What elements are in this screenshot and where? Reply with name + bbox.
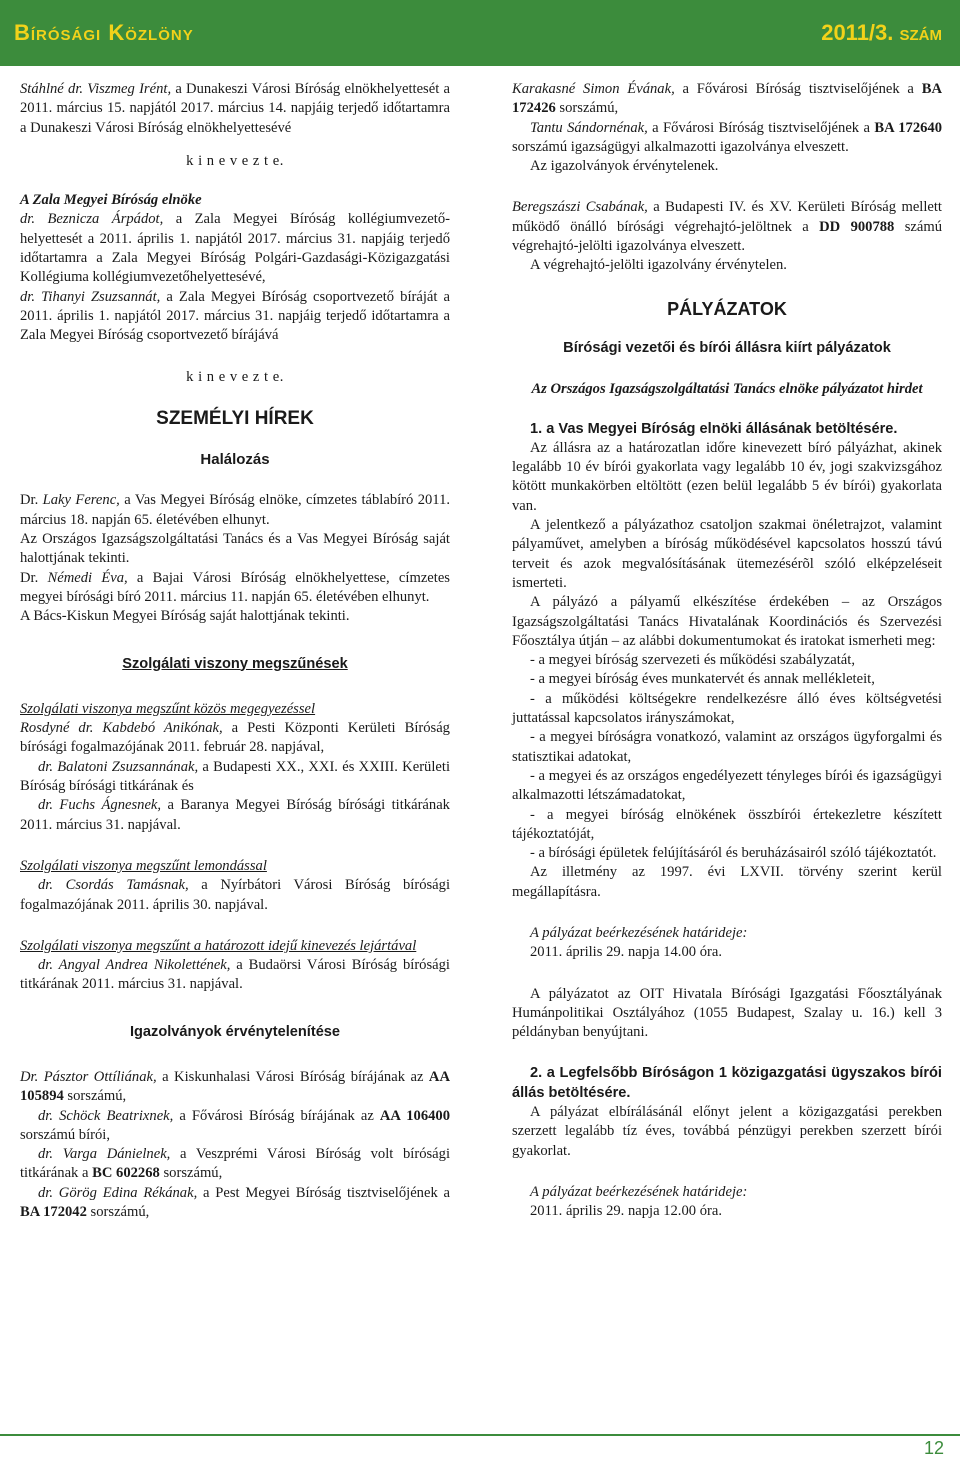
service-end-entry: dr. Balatoni Zsuzsannának, a Budapesti XX., XXI. és XXIII. Kerületi Bíróság bírósági titkárának és [20,758,450,795]
section-2-paragraph: A pályázat elbírálásánál előnyt jelent a közigazgatási perekben szerzett legalább tíz éves, továbbá pénzügyi perekben szerzett bírói gyakorlat. [512,1104,942,1159]
service-end-entry: dr. Angyal Andrea Nikolettének, a Budaörsi Városi Bíróság bírósági titkárának 2011. március 31. napjával. [20,957,450,993]
section-1-paragraph: Az állásra az a határozatlan időre kinevezett bíró pályázhat, akinek legalább 10 év bírói gyakorlata vagy legalább 10 év, jogi szakvizsgához kötött munkakörben eltöltött (ezen belül legalább 5 év bírói) gyakorlata van. [512,439,942,514]
obituary-note: A Bács-Kiskun Megyei Bíróság saját halottjának tekinti. [20,608,350,625]
page-footer [0,1434,960,1462]
service-end-entry: Rosdyné dr. Kabdebó Anikónak, a Pesti Központi Kerületi Bíróság bírósági fogalmazójának 2011. február 28. napjával, [20,720,450,756]
submission-note: A pályázatot az OIT Hivatala Bírósági Igazgatási Főosztályának Humánpolitikai Osztályához (1055 Budapest, Szalay u. 16.) kell 3 példányban benyújtani. [512,985,942,1041]
appointment-paragraph: Stáhlné dr. Viszmeg Irént, a Dunakeszi Városi Bíróság elnökhelyettesét a 2011. március 15. napjától 2017. március 14. napjáig terjedő időtartamra a Dunakeszi Városi Bíróság elnökhelyettesévé [20,81,450,136]
zala-heading: A Zala Megyei Bíróság elnöke [20,192,202,209]
service-end-subheading: Szolgálati viszonya megszűnt lemondással [20,857,267,874]
death-heading: Halálozás [200,451,270,469]
document-list-item: - a megyei bíróság éves munkatervét és annak mellékleteit, [530,671,875,688]
obituary-paragraph: Dr. Némedi Éva, a Bajai Városi Bíróság elnökhelyettese, címzetes megyei bírósági bíró 2011. március 11. napján 65. életévében elhunyt. [20,569,450,605]
journal-header [0,0,960,66]
obituary-note: Az Országos Igazságszolgáltatási Tanács és a Vas Megyei Bíróság saját halottjának tekinti. [20,531,450,567]
id-entry: Karakasné Simon Évának, a Fővárosi Bíróság tisztviselőjének a BA 172426 sorszámú, [512,81,942,117]
section-1-heading: 1. a Vas Megyei Bíróság elnöki állásának betöltésére. [530,420,898,437]
salary-note: Az illetmény az 1997. évi LXVII. törvény szerint kerül megállapításra. [512,864,942,900]
id-entry: Dr. Pásztor Ottíliának, a Kiskunhalasi Városi Bíróság bírájának az AA 105894 sorszámú, [20,1068,450,1105]
section-1-paragraph: A pályázó a pályamű elkészítése érdekében – az Országos Igazságszolgáltatási Tanács Hivatalának Koordinációs és Szervezési Főosztálya útján – az alábbi dokumentumokat és iratokat ismerheti meg: [512,594,942,649]
document-list-item: - a megyei bíróság elnökének összbírói értekezletre készített tájékoztatóját, [512,806,942,842]
personal-news-heading: SZEMÉLYI HÍREK [156,407,314,429]
tenders-announcer: Az Országos Igazságszolgáltatási Tanács elnöke pályázatot hirdet [531,381,923,398]
document-list-item: - a megyei bíróság szervezeti és működési szabályzatát, [530,652,855,669]
deadline-label: A pályázat beérkezésének határideje: [530,1183,748,1200]
deadline-value: 2011. április 29. napja 14.00 óra. [530,944,722,961]
left-column [20,80,450,1222]
appointment-paragraph: dr. Tihanyi Zsuzsannát, a Zala Megyei Bíróság csoportvezető bíráját a 2011. április 1. napjától 2017. március 31. napjáig terjedő időtartamra a Zala Megyei Bíróság csoportvezető bírájává [20,288,451,344]
kinevezte-line: k i n e v e z t e. [186,152,284,169]
obituary-paragraph: Dr. Laky Ferenc, a Vas Megyei Bíróság elnöke, címzetes táblabíró 2011. március 18. napján 65. életévében elhunyt. [20,492,451,528]
kinevezte-line: k i n e v e z t e. [186,368,284,385]
document-list-item: - a megyei és az országos engedélyezett tényleges bírói és igazságügyi alkalmazotti létszámadatokat, [512,767,942,804]
id-invalid-note: Az igazolványok érvénytelenek. [530,158,719,175]
service-end-subheading: Szolgálati viszonya megszűnt a határozott idejű kinevezés lejártával [20,937,417,954]
document-list-item: - a bírósági épületek felújításáról és beruházásairól szóló tájékoztatót. [530,845,937,862]
service-end-entry: dr. Fuchs Ágnesnek, a Baranya Megyei Bíróság bírósági titkárának 2011. március 31. napjával. [20,797,450,833]
footer-rule [0,1434,960,1436]
journal-title: Bírósági Közlöny [14,20,194,45]
right-column [512,80,942,1222]
deadline-value: 2011. április 29. napja 12.00 óra. [530,1203,722,1220]
document-list-item: - a megyei bíróságra vonatkozó, valamint az országos ügyforgalmi és statisztikai adatokat, [512,729,942,765]
service-end-entry: dr. Csordás Tamásnak, a Nyírbátori Városi Bíróság bírósági fogalmazójának 2011. április 30. napjával. [20,877,451,913]
id-invalidation-heading: Igazolványok érvénytelenítése [129,1023,341,1040]
id-entry: dr. Schöck Beatrixnek, a Fővárosi Bíróság bírájának az AA 106400 sorszámú bírói, [20,1107,451,1143]
id-entry: Beregszászi Csabának, a Budapesti IV. és XV. Kerületi Bíróság mellett működő önálló bírósági végrehajtó-jelöltnek a DD 900788 számú végrehajtó-jelölti igazolványa elveszett. [512,199,943,255]
id-entry: dr. Varga Dánielnek, a Veszprémi Városi Bíróság volt bírósági titkárának a BC 602268 sorszámú, [20,1146,451,1182]
tenders-heading: PÁLYÁZATOK [667,298,787,319]
tenders-subheading: Bírósági vezetői és bírói állásra kiírt pályázatok [563,339,891,356]
id-entry: Tantu Sándornénak, a Fővárosi Bíróság tisztviselőjének a BA 172640 sorszámú igazságügyi alkalmazotti igazolványa elveszett. [512,119,943,155]
service-end-heading: Szolgálati viszony megszűnések [122,655,348,672]
id-entry: dr. Görög Edina Rékának, a Pest Megyei Bíróság tisztviselőjének a BA 172042 sorszámú, [20,1184,451,1221]
section-1-paragraph: A jelentkező a pályázathoz csatoljon szakmai önéletrajzot, valamint pályaművet, amelyben a bíróság működésével kapcsolatos hosszú távú terveit és azok megvalósításának ütemezésérõl szóló elképzeléseit ismerteti. [512,517,942,591]
deadline-label: A pályázat beérkezésének határideje: [530,924,748,941]
service-end-subheading: Szolgálati viszonya megszűnt közös megegyezéssel [20,700,316,717]
section-2-heading: 2. a Legfelsőbb Bíróságon 1 közigazgatási ügyszakos bírói állás betöltésére. [512,1065,942,1101]
document-list-item: - a működési költségekre rendelkezésre álló éves költségvetési juttatással kapcsolatos irányszámokat, [512,690,942,727]
appointment-paragraph: dr. Beznicza Árpádot, a Zala Megyei Bíróság kollégiumvezető-helyettesét a 2011. április 1. napjától 2017. március 31. napjáig terjedő időtartamra a Zala Megyei Bíróság Polgári-Gazdasági-Közigazgatási Kollégiuma kollégiumvezetőhelyettesévé, [20,211,450,286]
id-invalid-note: A végrehajtó-jelölti igazolvány érvénytelen. [530,257,787,274]
page-number: 12 [923,1438,944,1458]
issue-number: 2011/3. szám [821,20,942,45]
